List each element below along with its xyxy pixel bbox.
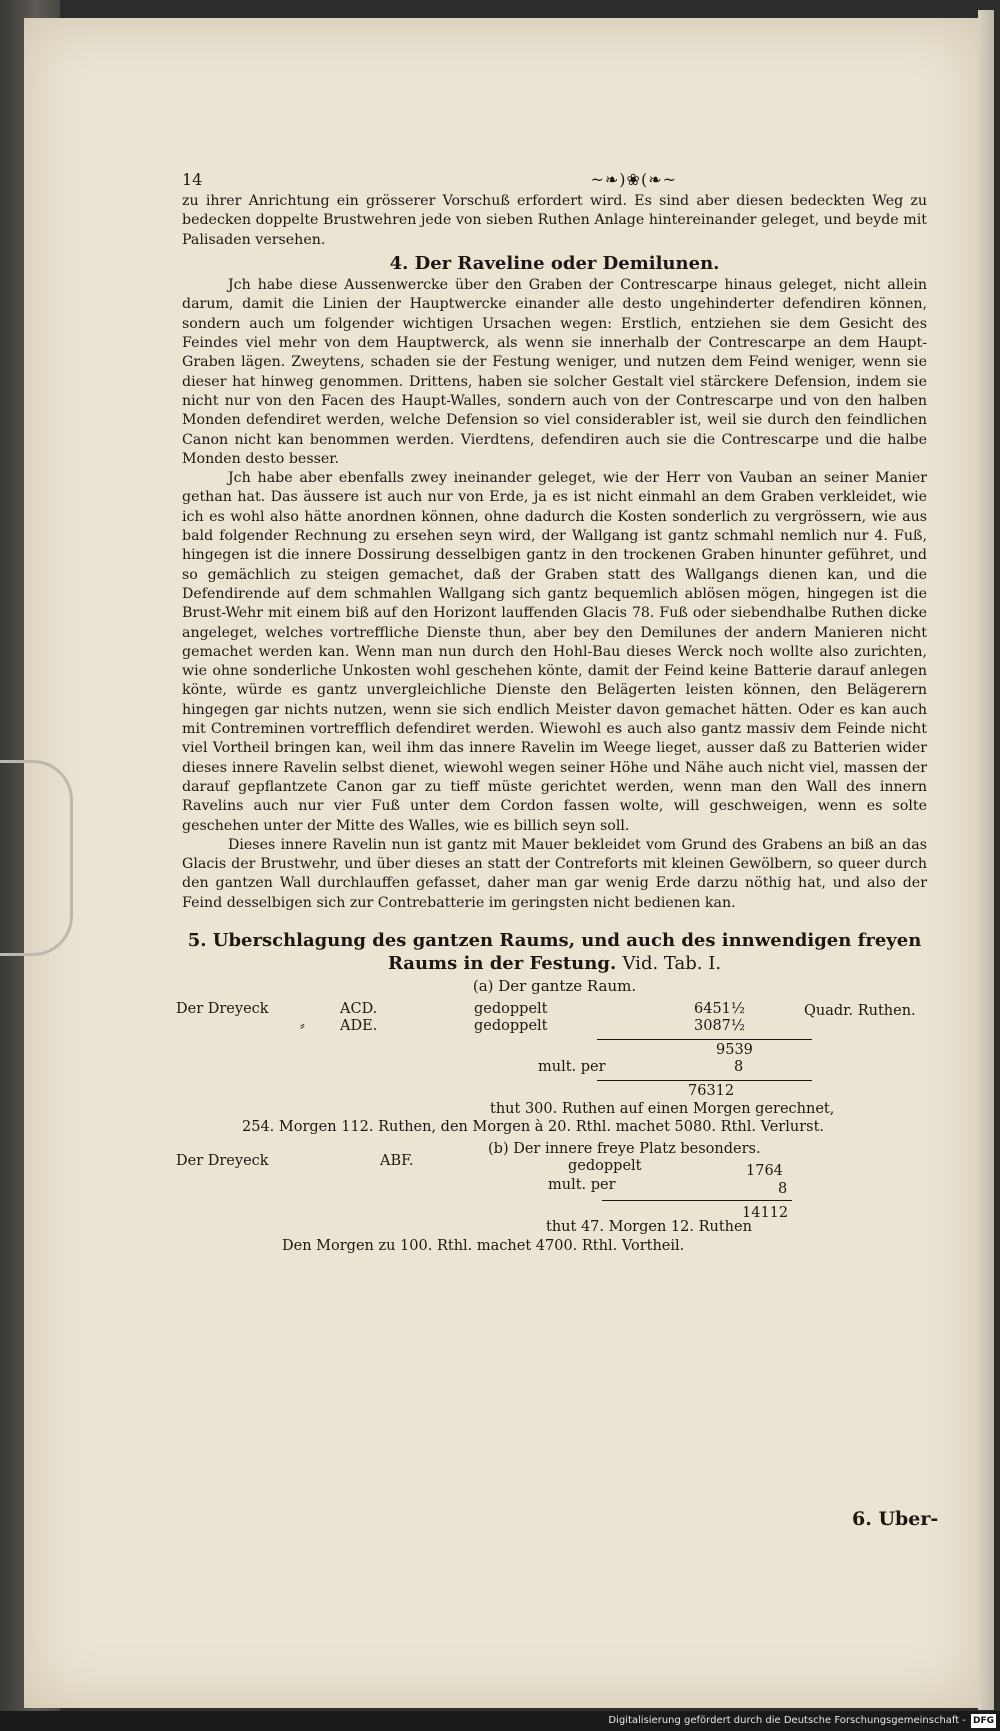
page-number: 14 xyxy=(182,170,203,189)
section-4-paragraph-1: Jch habe diese Aussenwercke über den Graben der Contrescarpe hinaus geleget, nicht allein darum, damit die Linien der Hauptwercke einander alle desto ungehinderter defendiren können, sondern auch um folgender wichtigen Ursachen wegen: Erstlich, entziehen sie dem Gesicht des Feindes viel mehr von dem Hauptwerck, als wenn sie innerhalb der Contrescarpe an dem Haupt-Graben lägen. Zweytens, schaden sie der Festung weniger, und nutzen dem Feind weniger, wenn sie dieser hat hinweg genommen. Drittens, haben sie solcher Gestalt viel stärckere Defension, indem sie nicht nur von den Facen des Haupt-Walles, sondern auch von der Contrescarpe und von den halben Monden defendiret werden, welche Defension so viel considerabler ist, weil sie durch den feindlichen Canon nicht kan benommen werden. Vierdtens, defendiren auch sie die Contrescarpe und die halbe Monden desto besser. xyxy=(182,277,927,467)
row2-code: ADE. xyxy=(340,1018,378,1035)
page-clip xyxy=(0,760,73,956)
table-reference: Vid. Tab. I. xyxy=(622,952,722,974)
row1-label: Der Dreyeck xyxy=(176,1001,269,1018)
digitization-footer xyxy=(0,1711,1000,1731)
product2-value: 14112 xyxy=(742,1205,789,1222)
mult-label: mult. per xyxy=(538,1059,606,1076)
calculation-block xyxy=(176,1000,927,1300)
section-4-title: 4. Der Raveline oder Demilunen. xyxy=(389,252,720,274)
section-5-title-text: 5. Uberschlagung des gantzen Raums, und auch des innwendigen freyen Raums in der Festung. xyxy=(187,929,922,974)
mult2-value: 8 xyxy=(778,1181,788,1198)
page-content xyxy=(176,170,927,1300)
unit-label: Quadr. Ruthen. xyxy=(804,1003,916,1020)
header-ornament: ~❧)❀(❧~ xyxy=(590,170,677,189)
row3-label: Der Dreyeck xyxy=(176,1153,269,1170)
subheading-a: (a) Der gantze Raum. xyxy=(472,976,637,995)
dfg-logo: DFG xyxy=(972,1716,994,1726)
result-line-1: thut 300. Ruthen auf einen Morgen gerechnet, xyxy=(490,1101,835,1118)
row2-operation: gedoppelt xyxy=(474,1018,548,1035)
product-value: 76312 xyxy=(688,1083,735,1100)
row3-value: 1764 xyxy=(746,1163,783,1180)
running-header xyxy=(182,170,927,192)
section-4-paragraph-2: Jch habe aber ebenfalls zwey ineinander geleget, wie der Herr von Vauban an seiner Manier gethan hat. Das äussere ist auch nur von Erde, ja es ist nicht einmahl an dem Graben verkleidet, wie ich es wohl also hätte anordnen können, ohne dadurch die Kosten sonderlich zu vergrössern, wie aus bald folgender Rechnung zu ersehen seyn wird, der Wallgang ist gantz schmahl nemlich nur 4. Fuß, hingegen ist die innere Dossirung desselbigen gantz in den trockenen Graben hinunter geführet, und so gemächlich zu steigen gemachet, daß der Graben statt des Wallgangs dienen kan, und die Defendirende auf dem schmahlen Wallgang sich gantz bequemlich ablösen mögen, hingegen ist die Brust-Wehr mit einem biß auf den Horizont lauffenden Glacis 78. Fuß oder siebendhalbe Ruthen dicke angeleget, welches vortreffliche Dienste thun, aber bey den Demilunes der andern Manieren nicht gemachet werden kan. Wenn man nun durch den Hohl-Bau dieses Werck noch wollte also zurichten, wie ohne sonderliche Unkosten wohl geschehen könte, damit der Feind keine Batterie darauf anlegen könte, würde es gantz unvergleichliche Dienste den Belägerten leisten können, den Belägerern hingegen gar nichts nutzen, wenn sie sich endlich Meister davon gemachet hätten. Oder es kan auch mit Contreminen vortrefflich defendiret werden. Wiewohl es auch also gantz massiv dem Feinde nicht viel Vortheil bringen kan, weil ihm das innere Ravelin im Weege lieget, ausser daß zu Batterien wider dieses innere Ravelin selbst dienet, wiewohl wegen seiner Höhe und Nähe auch nicht viel, massen der darauf gepflantzete Canon gar zu tieff müste gerichtet werden, wenn man den Wall des innern Ravelins auch nur vier Fuß unter dem Cordon fassen wolte, will geschweigen, wenn es solte geschehen unter der Mitte des Walles, wie es billich seyn soll. xyxy=(182,470,927,834)
sum-value: 9539 xyxy=(716,1042,753,1059)
mult2-label: mult. per xyxy=(548,1177,616,1194)
page-stack-edge xyxy=(978,10,994,1710)
catchword: 6. Uber- xyxy=(852,1508,939,1530)
row3-operation: gedoppelt xyxy=(568,1158,642,1175)
section-5-title xyxy=(182,929,927,975)
section-4-paragraph-3: Dieses innere Ravelin nun ist gantz mit Mauer bekleidet vom Grund des Grabens an biß an das Glacis der Brustwehr, und über dieses an statt der Contreforts mit kleinen Gewölbern, so queer durch den gantzen Wall durchlauffen gefasset, daher man gar wenig Erde darzu nöthig hat, und also der Feind desselbigen sich zur Contrebatterie im geringsten nicht bedienen kan. xyxy=(182,836,927,911)
product-rule xyxy=(597,1080,812,1081)
sum-rule xyxy=(597,1039,812,1040)
funding-credit: Digitalisierung gefördert durch die Deutsche Forschungsgemeinschaft - xyxy=(608,1715,966,1726)
result-line-3: thut 47. Morgen 12. Ruthen xyxy=(546,1219,752,1236)
row1-value: 6451½ xyxy=(694,1001,745,1018)
product2-rule xyxy=(602,1200,792,1201)
result-line-2: 254. Morgen 112. Ruthen, den Morgen à 20. Rthl. machet 5080. Rthl. Verlurst. xyxy=(242,1119,825,1136)
row3-code: ABF. xyxy=(380,1153,414,1170)
mult-value: 8 xyxy=(734,1059,744,1076)
row2-value: 3087½ xyxy=(694,1018,745,1035)
row1-operation: gedoppelt xyxy=(474,1001,548,1018)
result-line-4: Den Morgen zu 100. Rthl. machet 4700. Rthl. Vortheil. xyxy=(282,1238,685,1255)
row1-code: ACD. xyxy=(340,1001,378,1018)
intro-paragraph: zu ihrer Anrichtung ein grösserer Vorschuß erfordert wird. Es sind aber diesen bedeckten Weg zu bedecken doppelte Brustwehren jede von sieben Ruthen Anlage hintereinander geleget, und beyde mit Palisaden versehen. xyxy=(182,193,927,248)
subheading-b: (b) Der innere freye Platz besonders. xyxy=(488,1141,761,1158)
row2-label: ⸗ xyxy=(300,1018,305,1035)
